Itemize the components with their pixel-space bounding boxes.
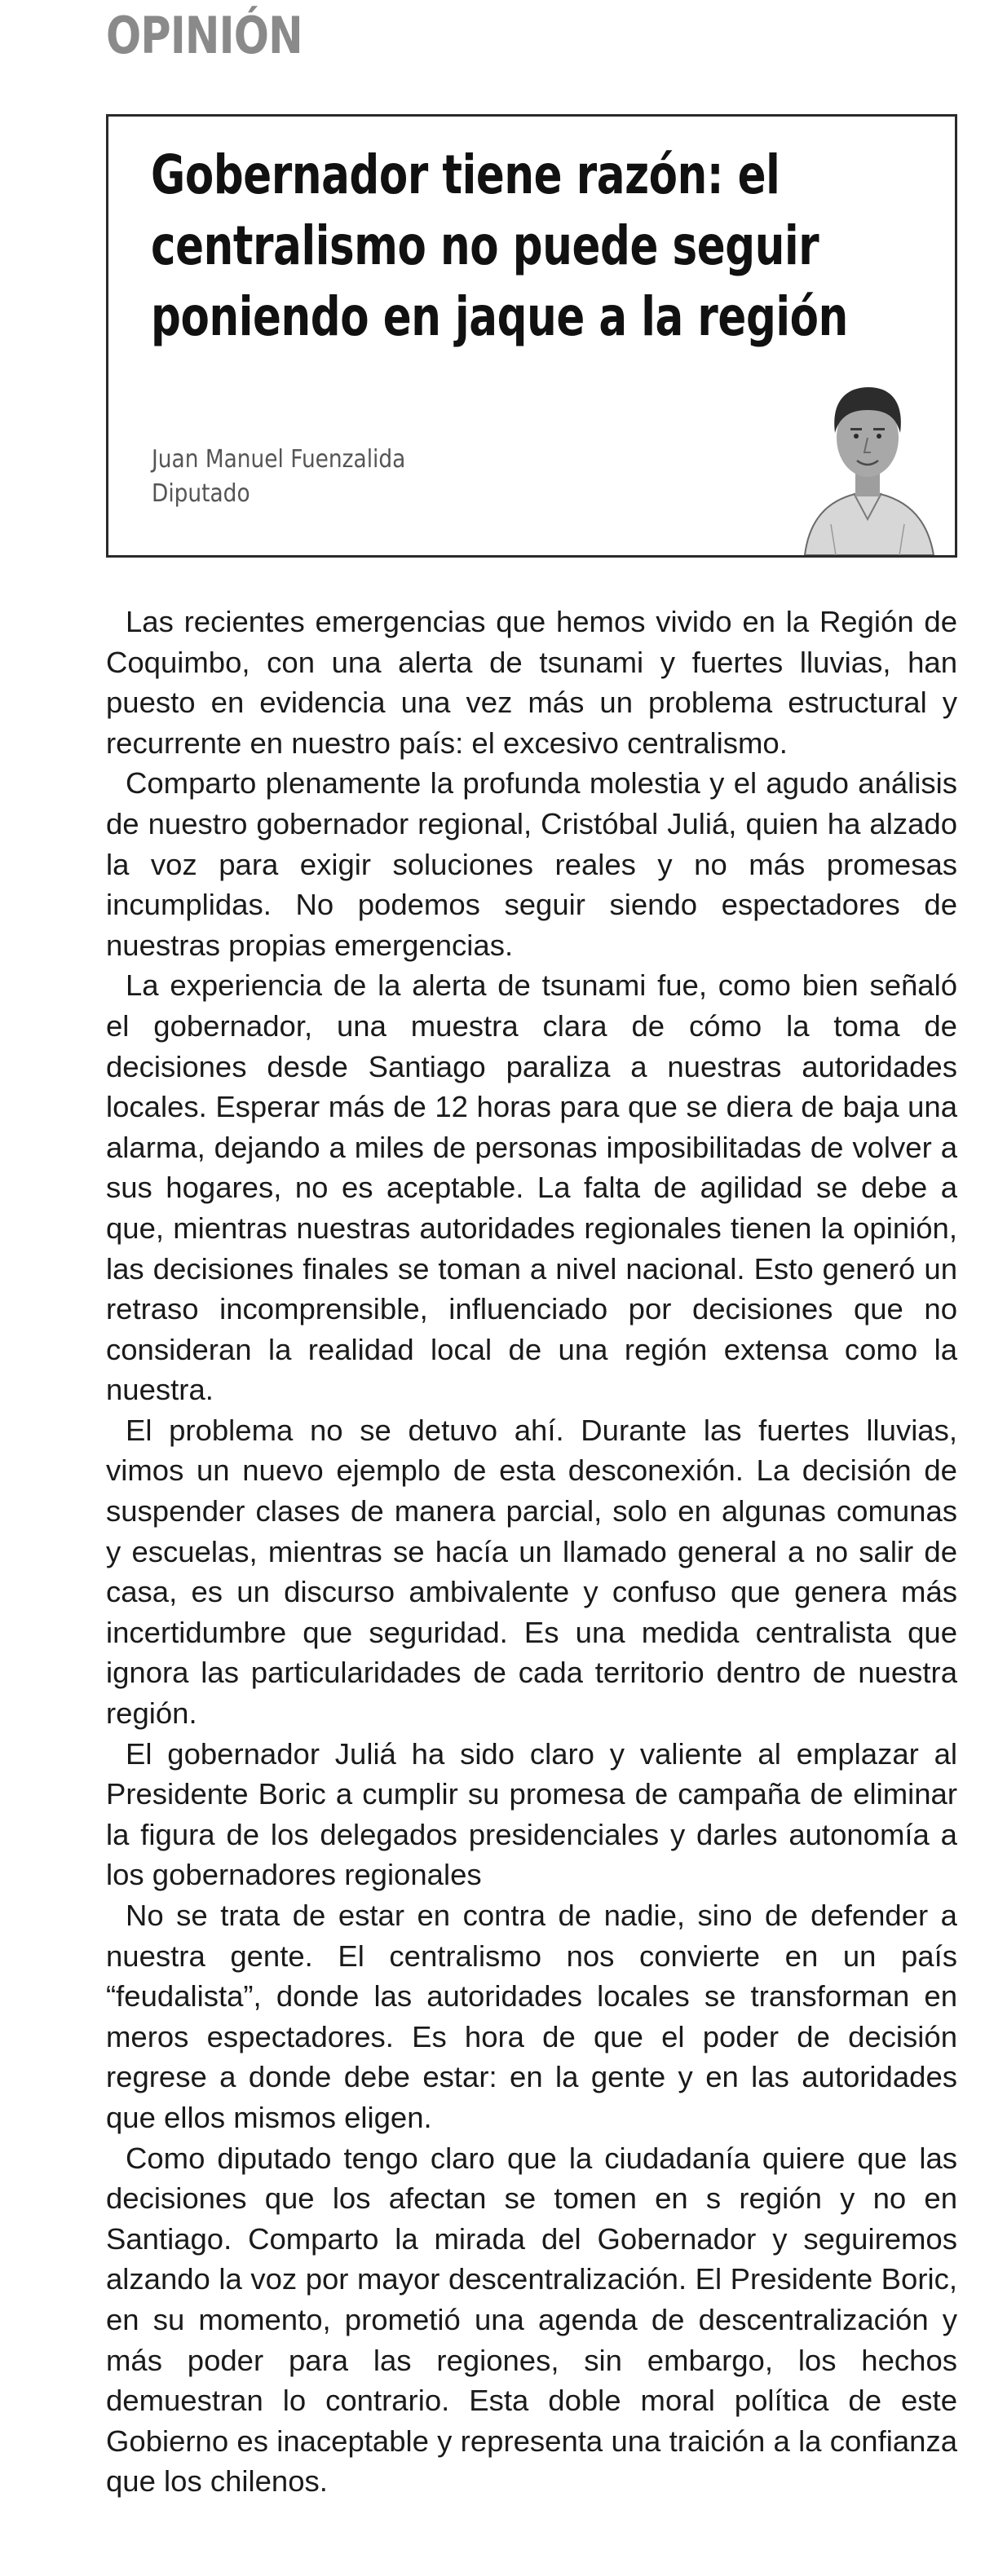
headline-box	[106, 114, 957, 558]
paragraph: El gobernador Juliá ha sido claro y valiente al emplazar al Presidente Boric a cumplir su promesa de campaña de eliminar la figura de los delegados presidenciales y darles autonomía a los gobernadores regionales	[106, 1736, 957, 1892]
article-body	[106, 602, 957, 2502]
paragraph: El problema no se detuvo ahí. Durante las fuertes lluvias, vimos un nuevo ejemplo de esta desconexión. La decisión de suspender clases de manera parcial, solo en algunas comunas y escuelas, mientras se hacía un llamado general a no salir de casa, es un discurso ambivalente y confuso que genera más incertidumbre que seguridad. Es una medida centralista que ignora las particularidades de cada territorio dentro de nuestra región.	[106, 1413, 957, 1731]
paragraph: La experiencia de la alerta de tsunami fue, como bien señaló el gobernador, una muestra clara de cómo la toma de decisiones desde Santiago paraliza a nuestras autoridades locales. Esperar más de 12 horas para que se diera de baja una alarma, dejando a miles de personas imposibilitadas de volver a sus hogares, no es aceptable. La falta de agilidad se debe a que, mientras nuestras autoridades regionales tienen la opinión, las decisiones finales se toman a nivel nacional. Esto generó un retraso incomprensible, influenciado por decisiones que no consideran la realidad local de una región extensa como la nuestra.	[106, 968, 957, 1407]
author-role: Diputado	[152, 479, 250, 508]
section-label: OPINIÓN	[106, 6, 303, 65]
author-portrait	[798, 353, 937, 555]
author-name: Juan Manuel Fuenzalida	[152, 445, 406, 474]
paragraph: No se trata de estar en contra de nadie, sino de defender a nuestra gente. El centralismo nos convierte en un país “feudalista”, donde las autoridades locales se transforman en meros espectadores. Es hora de que el poder de decisión regrese a donde debe estar: en la gente y en las autoridades que ellos mismos eligen.	[106, 1899, 957, 2134]
paragraph: Comparto plenamente la profunda molestia y el agudo análisis de nuestro gobernador regional, Cristóbal Juliá, quien ha alzado la voz para exigir soluciones reales y no más promesas incumplidas. No podemos seguir siendo espectadores de nuestras propias emergencias.	[106, 766, 957, 962]
paragraph: Las recientes emergencias que hemos vivido en la Región de Coquimbo, con una alerta de tsunami y fuertes lluvias, han puesto en evidencia una vez más un problema estructural y recurrente en nuestro país: el excesivo centralismo.	[106, 605, 957, 760]
headline: Gobernador tiene razón: el centralismo no puede seguir poniendo en jaque a la región	[151, 143, 848, 348]
author-block	[152, 443, 405, 511]
paragraph: Como diputado tengo claro que la ciudadanía quiere que las decisiones que los afectan se tomen en s región y no en Santiago. Comparto la mirada del Gobernador y seguiremos alzando la voz por mayor descentralización. El Presidente Boric, en su momento, prometió una agenda de descentralización y más poder para las regiones, sin embargo, los hechos demuestran lo contrario. Esta doble moral política de este Gobierno es inaceptable y representa una traición a la confianza que los chilenos.	[106, 2141, 957, 2499]
